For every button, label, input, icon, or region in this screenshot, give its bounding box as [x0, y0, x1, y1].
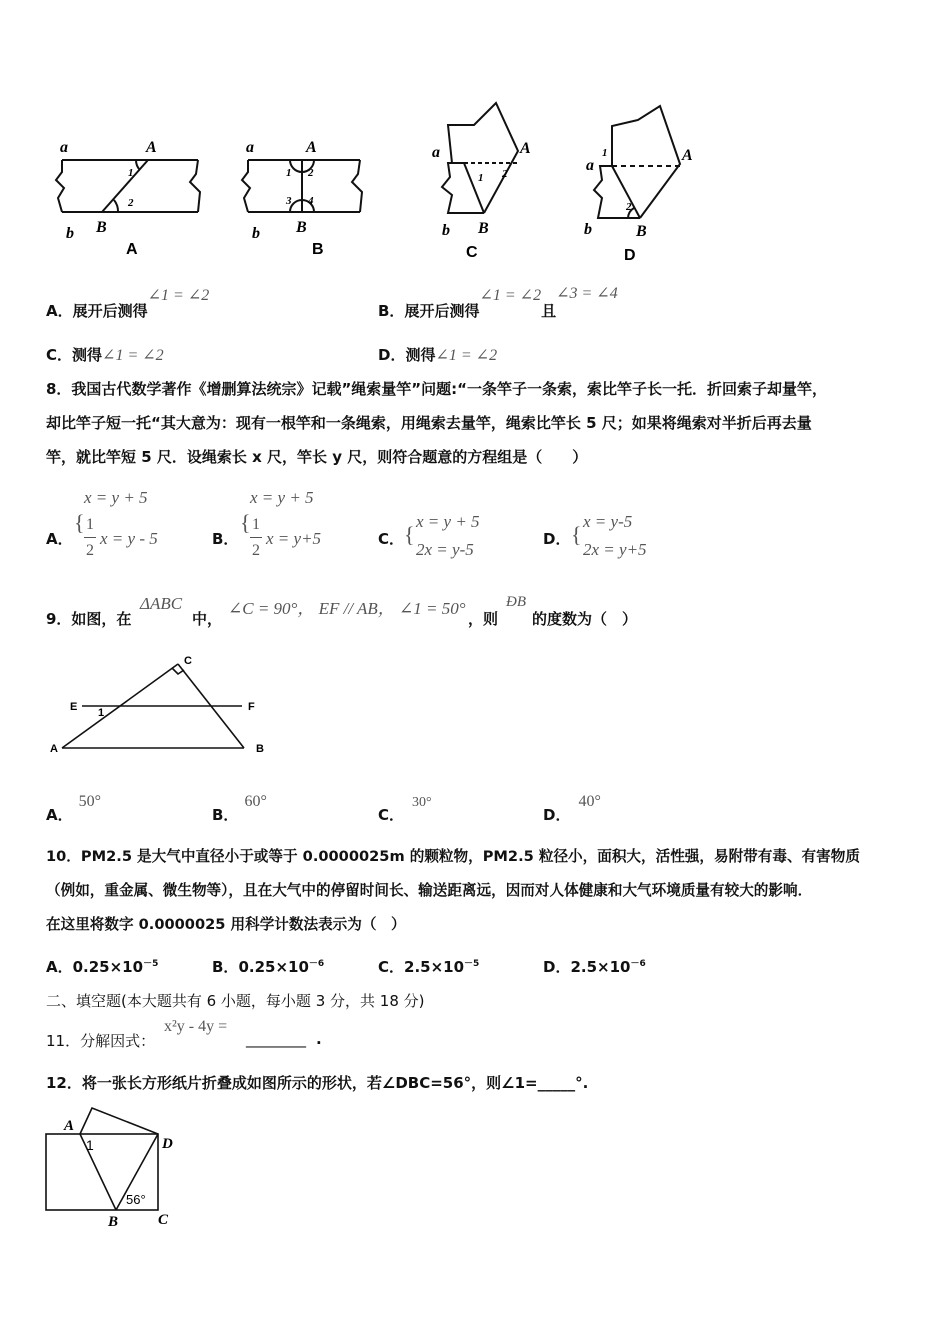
label-1: 1	[86, 1137, 94, 1153]
option-label: A．	[46, 530, 73, 548]
q7-figure-d	[578, 98, 708, 268]
q11-prefix: 11．分解因式：	[46, 1032, 156, 1050]
q7-option-d[interactable]	[378, 344, 497, 365]
option-label: C．	[378, 806, 405, 824]
angle-2: 2	[626, 201, 632, 213]
frac-num: 1	[86, 516, 94, 533]
option-exp: －5	[464, 959, 480, 969]
eq1: x = y + 5	[250, 488, 314, 507]
q8-line1: 8．我国古代数学著作《增删算法统宗》记载”绳索量竿”问题:“一条竿子一条索，索比竿子长一托．折回索子却量竿，	[46, 380, 828, 398]
q10-option-b[interactable]	[212, 956, 324, 977]
label-b: b	[66, 225, 74, 242]
label-B: B	[96, 219, 107, 236]
option-math: ∠1 = ∠2	[147, 287, 210, 304]
q9-option-c[interactable]	[378, 790, 432, 824]
caption-B: B	[312, 241, 324, 258]
brace-icon: {	[240, 510, 251, 535]
angle-4: 4	[308, 195, 314, 207]
label-b: b	[442, 222, 450, 239]
brace-icon: {	[571, 522, 582, 547]
label-A: A	[306, 139, 317, 156]
frac-den: 2	[252, 542, 260, 559]
frac-bar	[84, 537, 96, 538]
option-exp: －6	[630, 959, 646, 969]
q7-figure-c	[424, 95, 544, 265]
label-b: b	[252, 225, 260, 242]
q9-stem	[46, 594, 906, 634]
q7-figure-a	[50, 130, 220, 260]
option-label: D．	[543, 958, 571, 976]
option-text: 展开后测得	[404, 302, 480, 320]
option-text: 展开后测得	[72, 302, 148, 320]
q12-stem: 12．将一张长方形纸片折叠成如图所示的形状，若∠DBC=56°，则∠1=_____°.	[46, 1074, 589, 1092]
label-B: B	[296, 219, 307, 236]
q11-end: .	[316, 1030, 322, 1048]
option-math: ∠1 = ∠2	[435, 347, 498, 364]
q10-line3: 在这里将数字 0.0000025 用科学计数法表示为（ ）	[46, 916, 406, 933]
label-B: B	[636, 223, 647, 240]
label-F: F	[248, 701, 255, 713]
q9-prefix: 9．如图，在	[46, 610, 132, 628]
q7-option-a[interactable]	[46, 286, 210, 320]
option-label: B．	[212, 958, 239, 976]
q11	[46, 1016, 446, 1056]
q8-option-a[interactable]	[46, 486, 206, 566]
frac-den: 2	[86, 542, 94, 559]
label-B: B	[108, 1214, 119, 1230]
q9-figure	[46, 652, 276, 762]
label-a: a	[246, 139, 254, 156]
eq1: x = y + 5	[416, 512, 480, 531]
q11-blank[interactable]: ________	[246, 1030, 306, 1048]
q10-option-a[interactable]	[46, 956, 158, 977]
option-exp: －5	[143, 959, 159, 969]
q10-line2: （例如，重金属、微生物等），且在大气中的停留时间长、输送距离远，因而对人体健康和大气环境质量有较大的影响．	[46, 882, 813, 899]
option-base: 2.5×10	[404, 958, 465, 976]
label-C: C	[184, 655, 192, 667]
q7-option-b[interactable]	[378, 285, 618, 320]
frac-num: 1	[252, 516, 260, 533]
option-math: ∠1 = ∠2	[479, 287, 542, 304]
label-A: A	[50, 743, 58, 755]
option-exp: －6	[308, 959, 325, 969]
q9-option-d[interactable]	[543, 790, 601, 824]
label-E: E	[70, 701, 78, 713]
option-label: D．	[543, 806, 571, 824]
q10-line1: 10．PM2.5 是大气中直径小于或等于 0.0000025m 的颗粒物，PM2.5 粒径小，面积大，活性强，易附带有毒、有害物质	[46, 848, 860, 865]
label-B: B	[478, 220, 489, 237]
eq1: x = y + 5	[84, 488, 148, 507]
q9-suffix: 的度数为（ ）	[532, 610, 638, 628]
section-heading: 二、填空题(本大题共有 6 小题，每小题 3 分，共 18 分)	[46, 992, 425, 1010]
angle-2: 2	[128, 197, 134, 209]
q9-triangle: ΔABC	[140, 594, 183, 613]
q7-option-c[interactable]	[46, 344, 164, 365]
option-label: A．	[46, 302, 73, 320]
q9-mid: 中，	[192, 610, 223, 628]
eq2: x = y+5	[266, 529, 322, 548]
label-C: C	[158, 1212, 169, 1228]
option-label: D．	[543, 530, 571, 548]
option-label: C．	[378, 530, 405, 548]
option-label: C．	[46, 346, 73, 364]
option-label: B．	[212, 530, 239, 548]
option-value: 60°	[244, 793, 267, 810]
q8-option-d[interactable]	[543, 510, 703, 570]
label-A: A	[64, 1118, 75, 1134]
label-D: D	[162, 1136, 173, 1152]
label-a: a	[60, 139, 68, 156]
option-extra: 且	[541, 302, 557, 320]
q8-line2: 却比竿子短一托“其大意为：现有一根竿和一条绳索，用绳索去量竿，绳索比竿长 5 尺；如果将绳索对半折后再去量	[46, 414, 812, 432]
q8-option-b[interactable]	[212, 486, 372, 566]
option-label: B．	[378, 302, 405, 320]
eq1: x = y-5	[583, 512, 633, 531]
frac-bar	[250, 537, 262, 538]
option-value: 40°	[578, 793, 601, 810]
caption-D: D	[624, 247, 636, 264]
option-text: 测得	[405, 346, 436, 364]
option-base: 0.25×10	[72, 958, 144, 976]
angle-3: 3	[286, 195, 292, 207]
label-b: b	[584, 221, 592, 238]
angle-1: 1	[128, 167, 134, 179]
option-math2: ∠3 = ∠4	[556, 285, 618, 302]
q8-option-c[interactable]	[378, 510, 538, 570]
caption-C: C	[466, 244, 478, 261]
q10-option-c[interactable]	[378, 956, 479, 977]
option-value: 50°	[78, 793, 102, 810]
brace-icon: {	[74, 510, 85, 535]
option-value: 30°	[412, 795, 432, 810]
label-56: 56°	[126, 1192, 146, 1207]
label-B: B	[256, 743, 264, 755]
q12-figure	[44, 1104, 184, 1230]
label-a: a	[432, 144, 440, 161]
angle-1: 1	[286, 167, 292, 179]
label-1: 1	[98, 707, 105, 719]
label-A: A	[682, 147, 693, 164]
q10-option-d[interactable]	[543, 956, 646, 977]
label-A: A	[146, 139, 157, 156]
angle-1: 1	[602, 147, 608, 159]
eq2: x = y - 5	[100, 529, 158, 548]
q9-angleB: ÐB	[506, 594, 526, 610]
option-label: A．	[46, 806, 73, 824]
brace-icon: {	[404, 522, 415, 547]
q9-option-b[interactable]	[212, 790, 267, 824]
angle-1: 1	[478, 172, 484, 184]
angle-2: 2	[502, 168, 508, 180]
q9-conditions: ∠C = 90°， EF // AB， ∠1 = 50°	[228, 599, 466, 618]
option-label: A．	[46, 958, 73, 976]
q10-stem	[46, 840, 860, 942]
option-text: 测得	[72, 346, 103, 364]
option-label: D．	[378, 346, 406, 364]
q9-then: ，则	[468, 610, 499, 628]
q8-line3: 竿，就比竿短 5 尺．设绳索长 x 尺，竿长 y 尺，则符合题意的方程组是（ ）	[46, 448, 588, 466]
option-label: C．	[378, 958, 405, 976]
option-base: 2.5×10	[570, 958, 631, 976]
caption-A: A	[126, 241, 138, 258]
angle-2: 2	[308, 167, 314, 179]
option-base: 0.25×10	[238, 958, 309, 976]
q8-stem	[46, 372, 827, 474]
q7-figure-b	[236, 130, 376, 260]
eq2: 2x = y-5	[416, 540, 474, 559]
option-label: B．	[212, 806, 239, 824]
eq2: 2x = y+5	[583, 540, 647, 559]
option-math: ∠1 = ∠2	[102, 347, 164, 364]
label-a: a	[586, 157, 594, 174]
label-A: A	[520, 140, 531, 157]
q11-expr: x²y - 4y =	[164, 1018, 228, 1035]
q9-option-a[interactable]	[46, 790, 102, 824]
